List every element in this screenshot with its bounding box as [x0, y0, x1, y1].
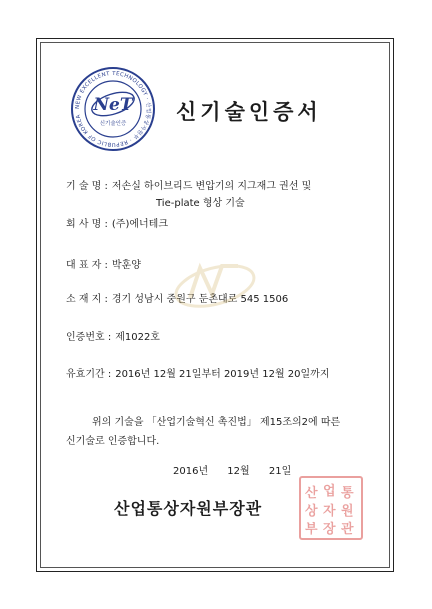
stamp-char: 원 — [341, 504, 354, 519]
ceo-value: 박훈양 — [111, 260, 141, 271]
company-label: 회 사 명 : — [66, 219, 108, 230]
tech-name-value-line2: Tie-plate 형상 기술 — [156, 198, 245, 209]
stamp-char: 상 — [305, 504, 318, 519]
stamp-char: 자 — [323, 504, 336, 519]
ceo-label: 대 표 자 : — [66, 260, 108, 271]
cert-number-row — [66, 331, 160, 345]
issuer-name: 산업통상자원부장관 — [114, 499, 263, 518]
stamp-char: 관 — [341, 522, 354, 537]
validity-label: 유효기간 : — [66, 369, 112, 380]
issue-date — [173, 462, 291, 477]
address-label: 소 재 지 : — [66, 294, 108, 305]
net-certification-seal — [70, 66, 156, 152]
cert-number-value: 제1022호 — [115, 332, 160, 343]
company-value: (주)에너테크 — [111, 219, 168, 230]
stamp-char: 장 — [323, 522, 336, 537]
tech-name-value-line1: 저손실 하이브리드 변압기의 지그재그 권선 및 — [111, 181, 312, 192]
cert-number-label: 인증번호 : — [66, 332, 112, 343]
validity-value: 2016년 12월 21일부터 2019년 12월 20일까지 — [115, 369, 330, 380]
validity-row — [66, 368, 330, 382]
seal-center-text: 신기술인증 — [99, 121, 127, 127]
ceo-row — [66, 259, 141, 273]
stamp-char: 산 — [305, 486, 318, 501]
stamp-char: 통 — [341, 486, 354, 501]
watermark-emblem — [160, 246, 270, 336]
statement-line1: 위의 기술을 「산업기술혁신 촉진법」 제15조의2에 따른 — [92, 417, 341, 428]
address-value: 경기 성남시 중원구 둔촌대로 545 1506 — [111, 294, 289, 305]
company-row — [66, 218, 168, 232]
tech-name-label: 기 술 명 : — [66, 181, 108, 192]
issue-day: 21일 — [268, 466, 292, 477]
seal-logo-text: NeT — [93, 95, 133, 115]
seal-ring-text: NEW EXCELLENT TECHNOLOGY · 산업통상자원부 · REPUBLIC OF KOREA — [74, 70, 152, 148]
tech-name-row — [66, 180, 311, 194]
issue-year: 2016년 — [173, 466, 209, 477]
official-stamp — [299, 476, 363, 540]
stamp-char: 업 — [323, 484, 336, 499]
certificate-title: 신기술인증서 — [176, 100, 322, 124]
statement-line2: 신기술로 인증합니다. — [66, 436, 160, 447]
stamp-char: 부 — [305, 522, 318, 537]
issue-month: 12월 — [227, 466, 250, 477]
